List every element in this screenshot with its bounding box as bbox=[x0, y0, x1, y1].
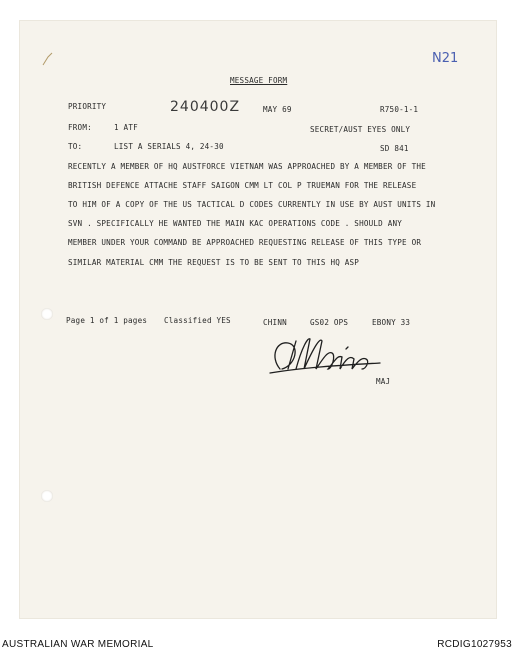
precedence-label: PRIORITY bbox=[68, 102, 107, 111]
ebony-reference: EBONY 33 bbox=[372, 318, 411, 327]
file-reference: R750-1-1 bbox=[380, 105, 419, 114]
dtg-handwritten: 240400Z bbox=[170, 99, 241, 115]
punch-hole-top bbox=[41, 308, 53, 320]
originator-appointment: GS02 OPS bbox=[310, 318, 349, 327]
from-label: FROM: bbox=[68, 123, 92, 132]
punch-hole-bottom bbox=[41, 490, 53, 502]
to-value: LIST A SERIALS 4, 24-30 bbox=[114, 142, 224, 151]
signature bbox=[266, 329, 386, 375]
to-label: TO: bbox=[68, 142, 83, 151]
document-sheet bbox=[20, 21, 496, 618]
date: MAY 69 bbox=[263, 105, 292, 114]
classification: SECRET/AUST EYES ONLY bbox=[310, 125, 411, 134]
body-line: RECENTLY A MEMBER OF HQ AUSTFORCE VIETNAM WAS APPROACHED BY A MEMBER OF THE bbox=[68, 162, 426, 171]
footer-institution: AUSTRALIAN WAR MEMORIAL bbox=[2, 639, 154, 650]
signatory-rank: MAJ bbox=[376, 377, 391, 386]
from-value: 1 ATF bbox=[114, 123, 138, 132]
classified-flag: Classified YES bbox=[164, 316, 231, 325]
page-info: Page 1 of 1 pages bbox=[66, 316, 148, 325]
body-line: BRITISH DEFENCE ATTACHE STAFF SAIGON CMM LT COL P TRUEMAN FOR THE RELEASE bbox=[68, 181, 417, 190]
footer-record-id: RCDIG1027953 bbox=[437, 639, 512, 650]
body-line: TO HIM OF A COPY OF THE US TACTICAL D CODES CURRENTLY IN USE BY AUST UNITS IN bbox=[68, 200, 436, 209]
sd-reference: SD 841 bbox=[380, 144, 409, 153]
body-line: MEMBER UNDER YOUR COMMAND BE APPROACHED REQUESTING RELEASE OF THIS TYPE OR bbox=[68, 238, 422, 247]
body-line: SIMILAR MATERIAL CMM THE REQUEST IS TO BE SENT TO THIS HQ ASP bbox=[68, 258, 360, 267]
annotation-number: N21 bbox=[432, 51, 459, 66]
pencil-mark bbox=[40, 49, 60, 69]
form-title: MESSAGE FORM bbox=[230, 76, 288, 85]
body-line: SVN . SPECIFICALLY HE WANTED THE MAIN KAC OPERATIONS CODE . SHOULD ANY bbox=[68, 219, 403, 228]
originator-name: CHINN bbox=[263, 318, 287, 327]
